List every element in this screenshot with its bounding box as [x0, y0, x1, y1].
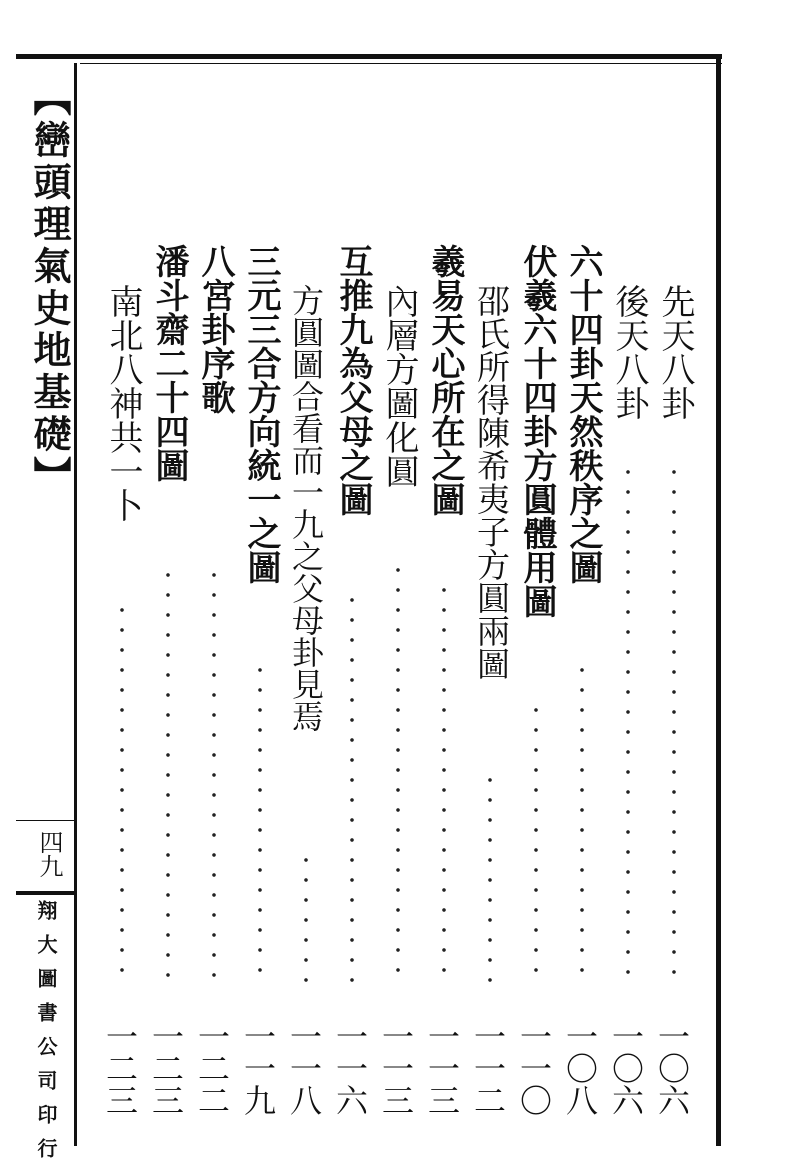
- leader-dots: [164, 565, 172, 982]
- book-title: 【巒頭理氣史地基礎】: [27, 78, 71, 498]
- toc-entry-title: 三元三合方向統一之圖: [241, 244, 281, 584]
- toc-entry-page: 一一九: [239, 1020, 277, 1116]
- leader-dots: [302, 850, 310, 982]
- toc-entry-page: 一一三: [377, 1020, 415, 1116]
- leader-dots: [486, 770, 494, 982]
- leader-dots: [624, 462, 632, 982]
- toc-entry-title: 方圓圖合看而一九之父母卦見焉: [287, 284, 325, 732]
- toc-entry-page: 一二二: [193, 1020, 231, 1116]
- page-number: 四九: [35, 830, 63, 878]
- leader-dots: [394, 560, 402, 982]
- right-border: [716, 54, 721, 1146]
- toc-entry-page: 一〇六: [653, 1020, 691, 1116]
- toc-entry-title: 六十四卦天然秩序之圖: [563, 244, 603, 584]
- leader-dots: [210, 565, 218, 982]
- toc-entry-title: 內層方圖化圓: [379, 284, 419, 488]
- toc-entry-page: 一一八: [285, 1020, 323, 1116]
- toc-entry-page: 一〇六: [607, 1020, 645, 1116]
- top-border-heavy: [16, 54, 722, 59]
- leader-dots: [348, 590, 356, 982]
- toc-entry-title: 南北八神共一卜: [103, 284, 143, 522]
- toc-entry-title: 後天八卦: [609, 284, 649, 420]
- leader-dots: [578, 660, 586, 982]
- toc-entry-page: 一一二: [469, 1020, 507, 1116]
- toc-entry-title: 伏羲六十四卦方圓體用圖: [517, 244, 557, 618]
- leader-dots: [440, 580, 448, 982]
- toc-entry-title: 邵氏所得陳希夷子方圓兩圖: [472, 284, 511, 680]
- toc-entry-title: 潘斗齋二十四圖: [149, 244, 189, 482]
- leader-dots: [118, 600, 126, 982]
- publisher-name: 翔大圖書公司印行: [34, 900, 58, 1172]
- toc-entry-title: 羲易天心所在之圖: [425, 244, 465, 516]
- toc-entry-title: 先天八卦: [655, 284, 695, 420]
- toc-entry-title: 互推九為父母之圖: [333, 244, 373, 516]
- leader-dots: [670, 462, 678, 982]
- leader-dots: [256, 660, 264, 982]
- leader-dots: [532, 700, 540, 982]
- toc-entry-page: 一〇八: [561, 1020, 599, 1116]
- toc-entry-title: 八宮卦序歌: [195, 244, 235, 414]
- top-border-thin: [80, 63, 722, 64]
- toc-entry-page: 一一六: [331, 1020, 369, 1116]
- toc-entry-page: 一二三: [101, 1020, 139, 1116]
- toc-entry-page: 一一三: [423, 1020, 461, 1116]
- toc-entry-page: 一二三: [147, 1020, 185, 1116]
- toc-entry-page: 一一〇: [515, 1020, 553, 1116]
